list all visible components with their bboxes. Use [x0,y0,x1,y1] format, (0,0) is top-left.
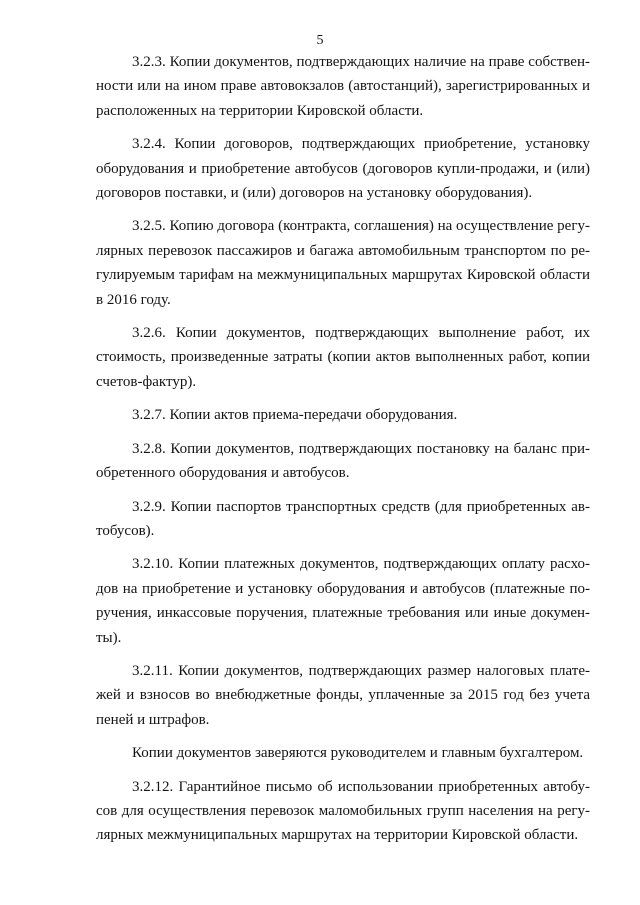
text-line: 3.2.5. Копию договора (контракта, соглашения) на осуществление регу- [132,218,590,235]
paragraph [96,495,590,544]
text-line: гулируемым тарифам на межмуниципальных маршрутах Кировской области [96,267,590,284]
paragraph [96,552,590,650]
text-line: в 2016 году. [96,291,171,308]
text-line: ности или на ином праве автовокзалов (автостанций), зарегистрированных и [96,78,590,95]
text-line: 3.2.9. Копии паспортов транспортных средств (для приобретенных ав- [132,498,590,515]
text-line: дов на приобретение и установку оборудования и автобусов (платежные по- [96,580,590,597]
text-line: 3.2.12. Гарантийное письмо об использовании приобретенных автобу- [132,778,590,795]
document-body [96,50,590,857]
text-line: пеней и штрафов. [96,711,210,728]
text-line: лярных перевозок пассажиров и багажа автомобильным транспортом по ре- [96,242,590,259]
text-line: тобусов). [96,522,155,539]
text-line: стоимость, произведенные затраты (копии актов выполненных работ, копии [96,349,590,366]
text-line: 3.2.4. Копии договоров, подтверждающих приобретение, установку [132,136,590,153]
paragraph [96,659,590,732]
paragraph [96,775,590,848]
text-line: расположенных на территории Кировской области. [96,102,424,119]
text-line: ручения, инкассовые поручения, платежные требования или иные докумен- [96,605,590,622]
text-line: 3.2.10. Копии платежных документов, подтверждающих оплату расхо- [132,556,590,573]
text-line: 3.2.7. Копии актов приема-передачи оборудования. [132,407,458,424]
text-line: Копии документов заверяются руководителем и главным бухгалтером. [132,745,584,762]
paragraph [96,132,590,205]
text-line: сов для осуществления перевозок маломобильных групп населения на регу- [96,802,590,819]
paragraph [96,50,590,123]
text-line: обретенного оборудования и автобусов. [96,465,350,482]
text-line: 3.2.3. Копии документов, подтверждающих наличие на праве собствен- [132,54,590,70]
text-line: договоров поставки, и (или) договоров на установку оборудования). [96,185,533,202]
text-line: лярных межмуниципальных маршрутах на территории Кировской области. [96,827,579,844]
text-line: 3.2.8. Копии документов, подтверждающих постановку на баланс при- [132,440,590,457]
paragraph [96,403,590,427]
text-line: счетов-фактур). [96,373,197,390]
page-number: 5 [316,33,324,48]
paragraph [96,741,590,765]
text-line: оборудования и приобретение автобусов (договоров купли-продажи, и (или) [96,160,590,177]
paragraph [96,437,590,486]
text-line: 3.2.11. Копии документов, подтверждающих размер налоговых плате- [132,662,590,679]
paragraph [96,321,590,394]
text-line: 3.2.6. Копии документов, подтверждающих выполнение работ, их [132,325,590,342]
text-line: жей и взносов во внебюджетные фонды, уплаченные за 2015 год без учета [96,687,590,704]
text-line: ты). [96,629,122,646]
paragraph [96,214,590,312]
